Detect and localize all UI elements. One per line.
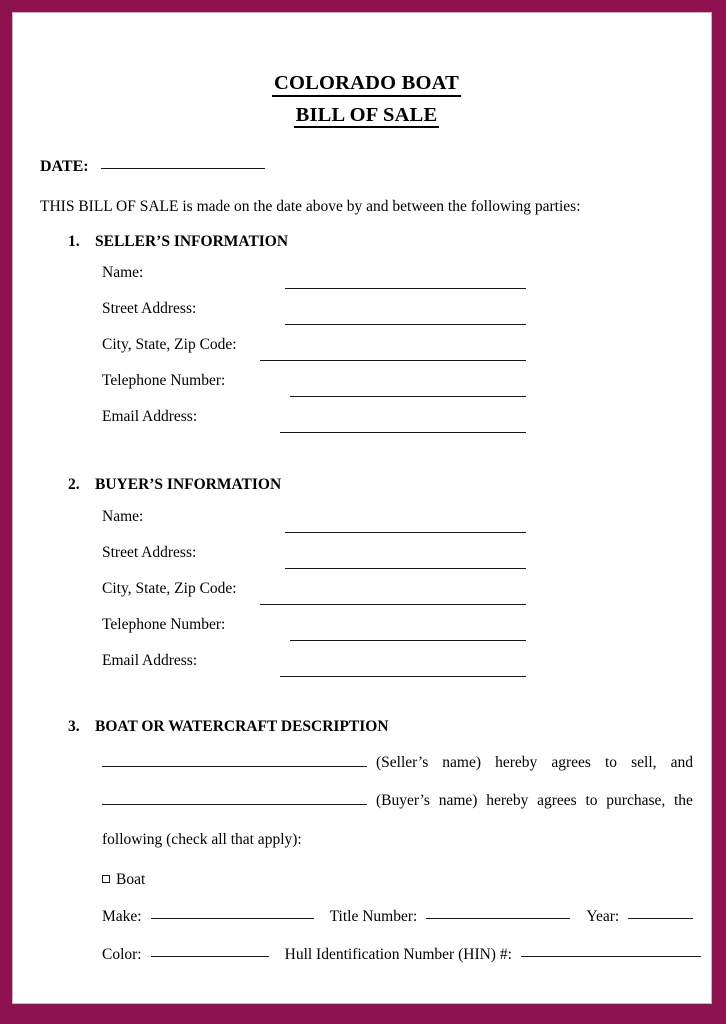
buyer-field-phone	[40, 617, 693, 653]
title-line-1-text: COLORADO BOAT	[272, 73, 461, 97]
buyer-field-phone-label: Telephone Number:	[102, 615, 226, 633]
title-line-2-text: BILL OF SALE	[294, 105, 440, 129]
buyer-clause-word-0: (Buyer’s	[376, 792, 430, 809]
seller-field-phone	[40, 373, 693, 409]
boat-clause-paragraph	[40, 754, 693, 848]
section-title-seller: SELLER’S INFORMATION	[95, 232, 289, 250]
seller-field-name	[40, 265, 693, 301]
title-line-2	[40, 105, 693, 129]
seller-field-street-input[interactable]	[285, 324, 526, 325]
seller-field-phone-input[interactable]	[290, 396, 526, 397]
year-input[interactable]	[628, 918, 693, 919]
buyer-clause-word-2: hereby	[486, 792, 529, 809]
page-frame-inner	[3, 3, 722, 1014]
buyer-clause-word-1: name)	[438, 792, 478, 809]
buyer-field-name	[40, 509, 693, 545]
seller-clause-word-2: hereby	[495, 754, 538, 771]
buyer-field-city	[40, 581, 693, 617]
seller-field-name-label: Name:	[102, 264, 144, 281]
seller-field-phone-label: Telephone Number:	[102, 372, 226, 389]
seller-field-email	[40, 409, 693, 445]
section-number-boat: 3.	[68, 717, 80, 735]
boat-detail-row-1	[40, 909, 693, 925]
buyer-name-blank-input[interactable]	[102, 792, 367, 805]
seller-field-city-input[interactable]	[260, 360, 526, 361]
seller-field-street-label: Street Address:	[102, 300, 197, 317]
seller-field-email-input[interactable]	[280, 432, 526, 433]
buyer-clause-word-4: to	[585, 792, 598, 809]
buyer-field-name-input[interactable]	[285, 532, 526, 533]
seller-clause-word-3: agrees	[551, 754, 591, 771]
buyer-field-city-label: City, State, Zip Code:	[102, 579, 237, 597]
seller-field-email-label: Email Address:	[102, 408, 198, 425]
section-number-seller: 1.	[68, 232, 80, 250]
buyer-clause-words	[376, 793, 693, 809]
buyer-clause-line	[102, 792, 693, 830]
seller-fields	[40, 265, 693, 445]
seller-clause-word-4: to	[604, 754, 618, 771]
boat-checkbox-row[interactable]	[40, 872, 693, 888]
date-row	[40, 159, 693, 175]
title-number-label: Title Number:	[329, 908, 418, 925]
seller-clause-word-1: name)	[442, 754, 482, 771]
document-page	[12, 12, 712, 1004]
seller-clause-word-6: and	[670, 754, 693, 771]
following-text: following (check all that apply):	[102, 831, 302, 848]
color-label: Color:	[102, 945, 142, 963]
buyer-clause-word-6: the	[674, 792, 693, 809]
buyer-field-name-label: Name:	[102, 507, 144, 525]
date-input-rule[interactable]	[101, 168, 265, 169]
buyer-clause-word-5: purchase,	[606, 792, 666, 809]
buyer-field-street	[40, 545, 693, 581]
buyer-field-street-label: Street Address:	[102, 543, 197, 561]
section-title-buyer: BUYER’S INFORMATION	[95, 476, 282, 493]
buyer-field-street-input[interactable]	[285, 568, 526, 569]
year-label: Year:	[586, 908, 620, 925]
boat-checkbox-label: Boat	[116, 870, 146, 888]
boat-detail-row-2	[40, 947, 693, 963]
section-number-buyer: 2.	[68, 476, 80, 493]
date-label: DATE:	[40, 158, 89, 175]
make-label: Make:	[102, 908, 142, 925]
hin-label: Hull Identification Number (HIN) #:	[284, 945, 512, 963]
section-heading-seller	[40, 234, 693, 250]
seller-clause-word-0: (Seller’s	[376, 754, 429, 771]
buyer-field-phone-input[interactable]	[290, 640, 526, 641]
seller-field-city	[40, 337, 693, 373]
seller-clause-word-5: sell,	[631, 754, 657, 771]
checkbox-icon[interactable]	[102, 875, 110, 883]
document-body	[13, 13, 711, 1003]
seller-clause-line	[102, 754, 693, 792]
color-input[interactable]	[151, 956, 269, 957]
seller-field-city-label: City, State, Zip Code:	[102, 336, 237, 353]
seller-clause-words	[376, 755, 693, 771]
buyer-field-city-input[interactable]	[260, 604, 526, 605]
buyer-field-email-label: Email Address:	[102, 651, 198, 669]
seller-field-name-input[interactable]	[285, 288, 526, 289]
seller-name-blank-input[interactable]	[102, 754, 367, 767]
intro-paragraph: THIS BILL OF SALE is made on the date above by and between the following parties:	[40, 198, 581, 215]
buyer-clause-word-3: agrees	[537, 792, 577, 809]
make-input[interactable]	[151, 918, 314, 919]
buyer-field-email-input[interactable]	[280, 676, 526, 677]
seller-field-street	[40, 301, 693, 337]
section-heading-buyer	[40, 477, 693, 493]
buyer-field-email	[40, 653, 693, 689]
hin-input[interactable]	[521, 956, 701, 957]
title-line-1	[40, 73, 693, 97]
section-heading-boat	[40, 719, 693, 735]
document-title	[40, 73, 693, 128]
title-number-input[interactable]	[426, 918, 570, 919]
buyer-fields	[40, 509, 693, 689]
section-title-boat: BOAT OR WATERCRAFT DESCRIPTION	[95, 717, 389, 735]
